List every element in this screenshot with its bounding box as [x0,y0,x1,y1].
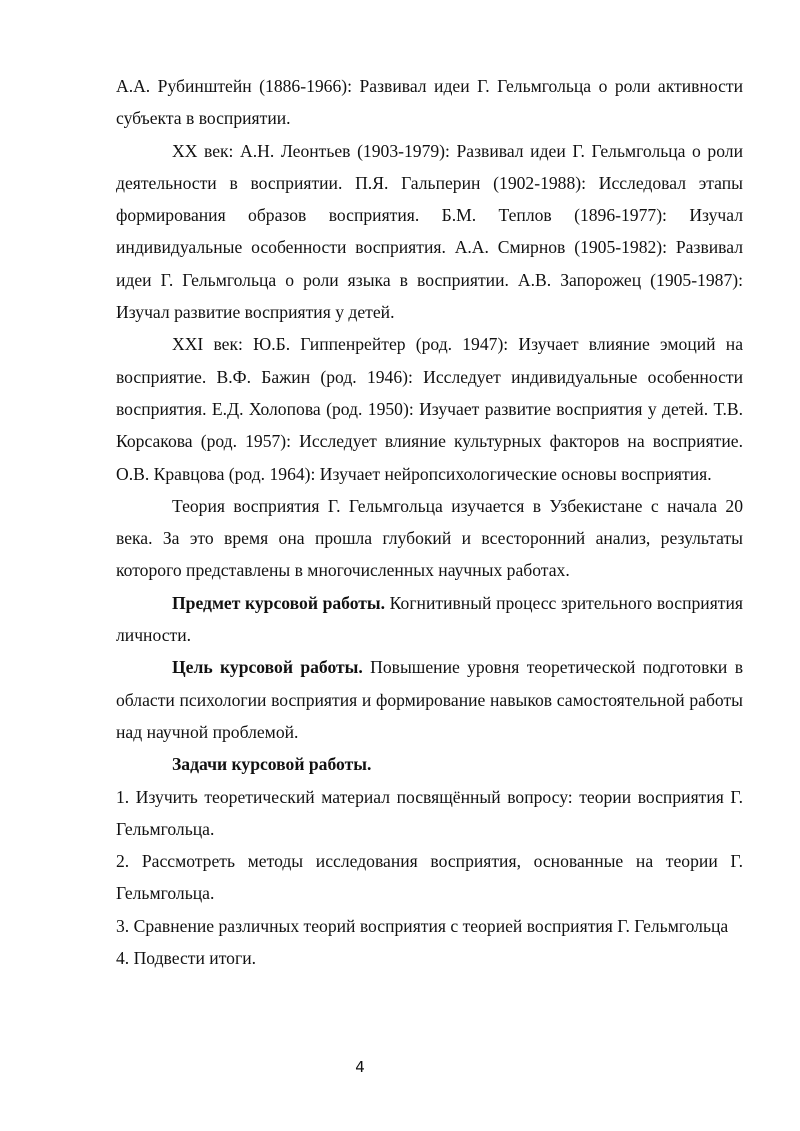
paragraph-20th-century: XX век: А.Н. Леонтьев (1903-1979): Развивал идеи Г. Гельмгольца о роли деятельности в восприятии. П.Я. Гальперин (1902-1988): Исследовал этапы формирования образов восприятия. Б.М. Теплов (1896-1977): Изучал индивидуальные особенности восприятия. А.А. Смирнов (1905-1982): Развивал идеи Г. Гельмгольца о роли языка в восприятии. А.В. Запорожец (1905-1987): Изучал развитие восприятия у детей. [116,140,743,323]
paragraph-uzbekistan: Теория восприятия Г. Гельмгольца изучается в Узбекистане с начала 20 века. За это время она прошла глубокий и всесторонний анализ, результаты которого представлены в многочисленных научных работах. [116,495,743,581]
paragraph-rubinstein: А.А. Рубинштейн (1886-1966): Развивал идеи Г. Гельмгольца о роли активности субъекта в восприятии. [116,76,743,129]
task-item-3: 3. Сравнение различных теорий восприятия с теорией восприятия Г. Гельмгольца [116,915,729,936]
page-number: 4 [355,1058,365,1076]
goal-paragraph [116,651,743,748]
goal-label: Цель курсовой работы. [172,657,363,678]
subject-label: Предмет курсовой работы. [172,592,386,613]
task-item-2: 2. Рассмотреть методы исследования восприятия, основанные на теории Г. Гельмгольца. [116,851,743,904]
tasks-heading: Задачи курсовой работы. [172,754,372,775]
paragraph-21st-century: XXI век: Ю.Б. Гиппенрейтер (род. 1947): Изучает влияние эмоций на восприятие. В.Ф. Бажин (род. 1946): Исследует индивидуальные особенности восприятия. Е.Д. Холопова (род. 1950): Изучает развитие восприятия у детей. Т.В. Корсакова (род. 1957): Исследует влияние культурных факторов на восприятие. О.В. Кравцова (род. 1964): Изучает нейропсихологические основы восприятия. [116,334,743,484]
subject-paragraph [116,587,743,652]
goal-text: Повышение уровня теоретической подготовки в области психологии восприятия и формирование навыков самостоятельной работы над научной проблемой. [116,657,743,742]
document-body [116,70,743,974]
subject-text: Когнитивный процесс зрительного восприятия личности. [116,592,743,646]
task-item-4: 4. Подвести итоги. [116,948,257,969]
task-item-1: 1. Изучить теоретический материал посвящённый вопросу: теории восприятия Г. Гельмгольца. [116,786,743,839]
